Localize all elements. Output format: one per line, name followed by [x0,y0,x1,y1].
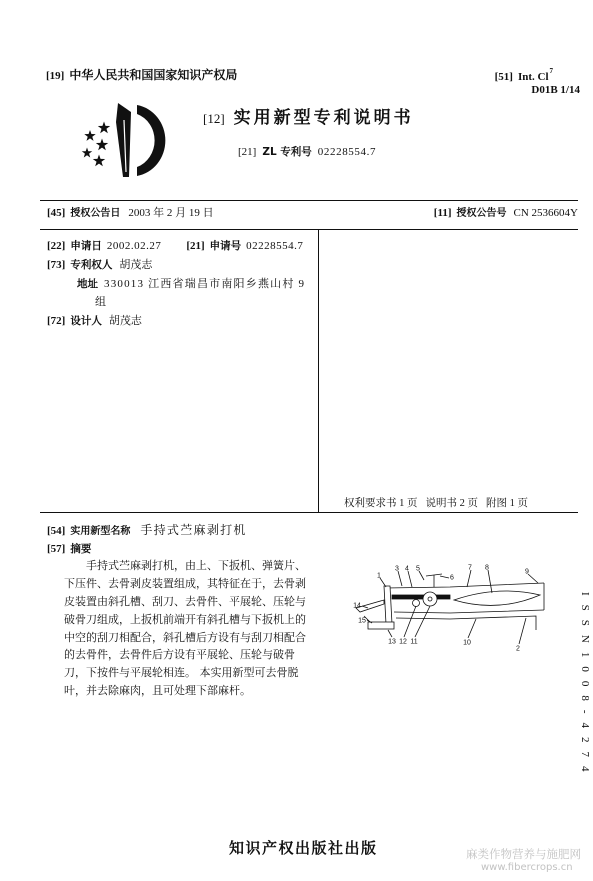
lower-frame [396,616,536,630]
doc-type-title: 实用新型专利说明书 [233,108,414,128]
press-wheel [413,600,420,607]
figure-label: 7 [468,564,472,572]
claims-page-count: 权利要求书 1 页 [344,498,418,509]
body-lower-outline [394,610,544,613]
publication-label: 授权公告号 [456,208,507,219]
abstract-line: 刀，下按件与平展轮相连。 本实用新型可去骨脱 [64,666,299,680]
oblique-slot [392,595,450,599]
utility-model-title: 手持式苎麻剥打机 [140,523,247,537]
grant-date-row [47,206,214,221]
leader-line [519,618,526,644]
abstract-label: 摘要 [70,543,92,555]
pen-nib-shape [116,103,131,177]
page-counts [344,497,528,511]
figure-label: 11 [410,638,418,646]
patent-number-code: [21] [238,146,257,158]
figure-label: 3 [395,565,399,573]
figure-label: 2 [516,645,520,653]
filing-label: 申请日 [70,240,102,252]
abstract-header [47,542,91,557]
figure-label: 4 [405,565,409,573]
divider-abstract [40,512,578,513]
filing-code: [22] [47,240,66,252]
crescent-shape [137,105,165,176]
description-page-count: 说明书 2 页 [425,498,478,509]
classification-code: [51] [494,71,513,83]
grant-date-label: 授权公告日 [70,208,121,219]
leader-line [408,571,412,587]
leader-line [415,606,430,637]
leader-line [404,606,416,637]
address-row [77,277,305,292]
patentee-row [47,258,152,273]
patentee-code: [73] [47,259,66,271]
filing-row [47,239,303,254]
upper-trigger [384,586,392,624]
figure-label: 10 [463,639,471,647]
device-drawing [350,558,550,654]
figure-label: 5 [416,565,420,573]
leader-line [467,570,471,587]
star-shape [82,148,92,158]
divider-top [40,200,578,201]
application-label: 申请号 [209,240,242,252]
title-label: 实用新型名称 [70,526,131,537]
abstract-line: 叶，并去除麻肉，且可处理下部麻杆。 [64,684,251,698]
figure-label: 9 [525,568,529,576]
int-cl-edition: 7 [549,67,553,75]
abstract-line: 下压件、去骨剥皮装置组成，其特征在于，去骨剥 [64,576,306,590]
abstract-line: 手持式苎麻剥打机，由上、下扳机、弹簧片、 [86,559,306,572]
leader-line [528,574,538,583]
watermark-url: www.fibercrops.cn [481,862,573,873]
grant-date-code: [45] [47,207,66,219]
abstract-line: 的去骨件，去骨件后方设有平展轮、压轮与破骨 [64,648,295,662]
patent-office-logo [74,100,174,180]
figure-label: 12 [399,638,407,646]
title-code: [54] [47,525,66,537]
spring-leaf [454,591,540,605]
int-cl-text: Int. Cl [517,71,549,83]
patentee-label: 专利权人 [70,259,113,271]
application-number: 02228554.7 [246,240,304,252]
star-shape [93,155,105,167]
application-code: [21] [186,240,205,252]
abstract-line: 中空的刮刀相配合，斜孔槽后方设有与刮刀相配合 [64,630,306,644]
column-divider [318,229,319,512]
grant-date-value: 2003 年 2 月 19 日 [128,207,214,219]
doc-type-header [203,107,414,130]
utility-model-title-row [47,523,247,539]
watermark-site-name: 麻类作物营养与施肥网 [466,847,581,861]
designer-code: [72] [47,315,66,327]
abstract-line: 皮装置由斜孔槽、刮刀、去骨件、平展轮、压轮与 [64,594,306,608]
patent-number-row [238,145,376,160]
publication-code: [11] [433,207,452,219]
designer-label: 设计人 [70,315,102,327]
abstract-code: [57] [47,543,66,555]
drawings-page-count: 附图 1 页 [486,498,528,509]
figure-label: 14 [353,602,361,610]
figure-label: 13 [388,638,396,646]
designer-row [47,314,142,329]
leader-line [468,619,476,638]
ipc-code: D01B 1/14 [531,84,580,96]
abstract-body [64,557,306,700]
issn-vertical-text: ISSN1008-4274 [579,592,591,781]
leader-line [440,576,449,578]
leader-line [488,570,492,593]
star-shape [84,130,95,141]
address-line-1: 330013 江西省瑞昌市南阳乡燕山村 9 [104,278,306,290]
flattening-wheel [423,592,437,606]
patent-number-label: ZL 专利号 [262,146,312,158]
publication-row [434,206,578,221]
figure-label: 8 [485,564,489,572]
star-shape [96,139,108,151]
office-name: 中华人民共和国国家知识产权局 [69,68,238,82]
leader-line [388,630,392,637]
office-code: [19] [46,70,65,82]
classification-label [518,64,553,85]
patent-number-value: 02228554.7 [317,146,377,158]
doc-type-code: [12] [203,111,225,126]
address-line-2: 组 [95,296,106,308]
designer-name: 胡茂志 [108,315,142,327]
classification-header [495,64,553,85]
divider-biblio [40,229,578,230]
figure-label: 6 [450,574,454,582]
patentee-name: 胡茂志 [119,259,153,271]
figure-label: 1 [377,572,381,580]
publication-number: CN 2536604Y [513,207,578,219]
star-shape [98,122,110,134]
leader-line [398,571,402,586]
body-upper-outline [386,583,544,588]
address-label: 地址 [77,278,98,290]
office-header [46,67,237,84]
abstract-line: 破骨刀组成，上扳机前端开有斜孔槽与下扳机上的 [64,612,306,626]
figure-label: 15 [358,617,366,625]
publisher-footer: 知识产权出版社出版 [229,839,378,857]
filing-date: 2002.02.27 [106,240,162,252]
